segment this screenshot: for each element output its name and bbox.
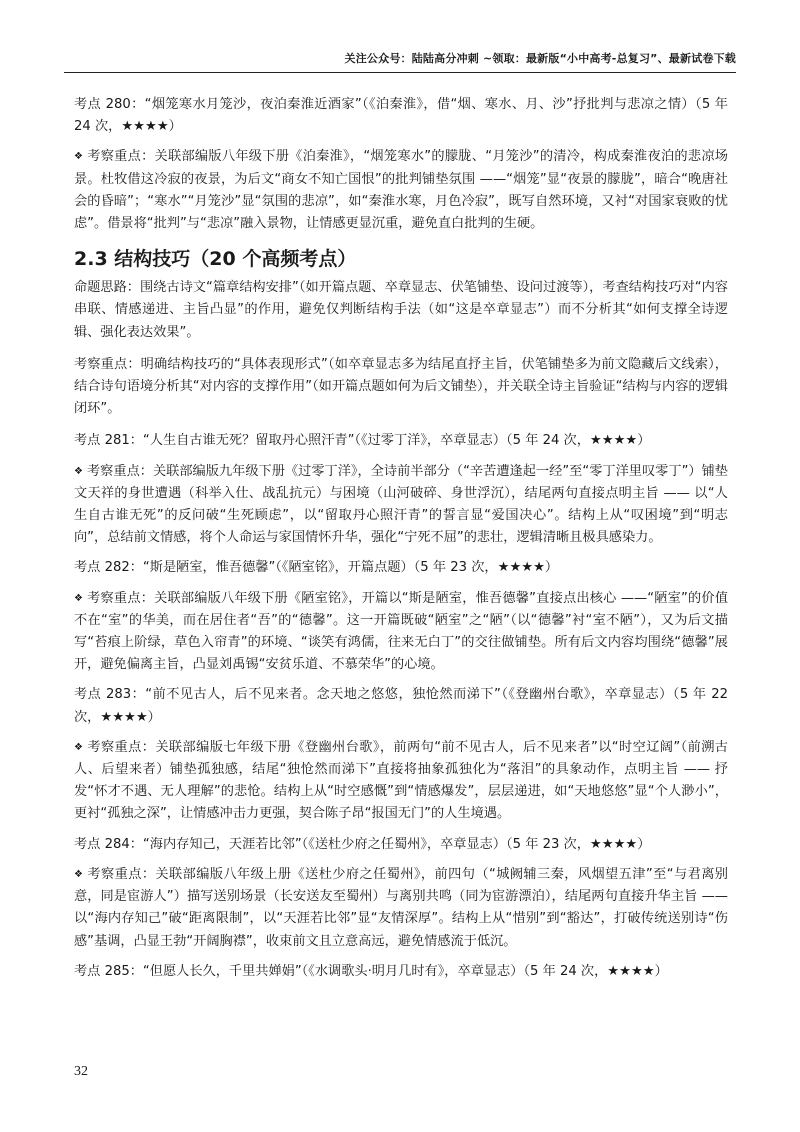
exam-note <box>74 864 728 953</box>
page-content <box>74 94 728 991</box>
exam-point: 考点 282：“斯是陋室，惟吾德馨”（《陋室铭》，开篇点题）（5 年 23 次，★★★★） <box>74 560 559 576</box>
diamond-bullet-icon: ❖ <box>74 465 83 477</box>
page-header: 关注公众号：陆陆高分冲刺 ~领取：最新版“小中高考-总复习”、最新试卷下载 <box>344 52 736 65</box>
diamond-bullet-icon: ❖ <box>74 868 84 880</box>
section-paragraph: 考察重点：明确结构技巧的“具体表现形式”（如卒章显志多为结尾直抒主旨，伏笔铺垫多为前文隐藏后文线索），结合诗句语境分析其“对内容的支撑作用”（如开篇点题如何为后文铺垫），并关联全诗主旨验证“结构与内容的逻辑闭环”。 <box>74 356 728 417</box>
exam-note-text: 考察重点：关联部编版七年级下册《登幽州台歌》，前两句“前不见古人，后不见来者”以“时空辽阔”（前溯古人、后望来者）铺垫孤独感，结尾“独怆然而涕下”直接将抽象孤独化为“落泪”的具象动作，点明主旨 —— 抒发“怀才不遇、无人理解”的悲怆。结构上从“时空感慨”到“情感爆发”，层层递进，如“天地悠悠”显“个人渺小”，更衬“孤独之深”，让情感冲击力更强，契合陈子昂“报国无门”的人生境遇。 <box>74 739 728 822</box>
diamond-bullet-icon: ❖ <box>74 592 84 604</box>
page-number: 32 <box>74 1064 88 1079</box>
section-heading: 2.3 结构技巧（20 个高频考点） <box>74 248 357 271</box>
exam-point: 考点 283：“前不见古人，后不见来者。念天地之悠悠，独怆然而涕下”（《登幽州台歌》，卒章显志）（5 年 22 次，★★★★） <box>74 687 728 725</box>
section-paragraph: 命题思路：围绕古诗文“篇章结构安排”（如开篇点题、卒章显志、伏笔铺垫、设问过渡等），考查结构技巧对“内容串联、情感递进、主旨凸显”的作用，避免仅判断结构手法（如“这是卒章显志”）而不分析其“如何支撑全诗逻辑、强化表达效果”。 <box>74 280 728 340</box>
diamond-bullet-icon: ❖ <box>74 151 84 163</box>
exam-point: 考点 284：“海内存知己，天涯若比邻”（《送杜少府之任蜀州》，卒章显志）（5 年 23 次，★★★★） <box>74 836 651 852</box>
exam-note <box>74 146 728 235</box>
exam-note <box>74 588 728 677</box>
exam-note-text: 考察重点：关联部编版九年级下册《过零丁洋》，全诗前半部分（“辛苦遭逢起一经”至“零丁洋里叹零丁”）铺垫文天祥的身世遭遇（科举入仕、战乱抗元）与困境（山河破碎、身世浮沉），结尾两句直接点明主旨 —— 以“人生自古谁无死”的反问破“生死顾虑”，以“留取丹心照汗青”的誓言显“爱国决心”。结构上从“叹困境”到“明志向”，总结前文情感，将个人命运与家国情怀升华，强化“宁死不屈”的悲壮，逻辑清晰且极具感染力。 <box>74 463 728 546</box>
exam-note-text: 考察重点：关联部编版八年级上册《送杜少府之任蜀州》，前四句（“城阙辅三秦，风烟望五津”至“与君离别意，同是宦游人”）描写送别场景（长安送友至蜀州）与离别共鸣（同为宦游漂泊），结尾两句直接升华主旨 —— 以“海内存知己”破“距离限制”，以“天涯若比邻”显“友情深厚”。结构上从“惜别”到“豁达”，打破传统送别诗“伤感”基调，凸显王勃“开阔胸襟”，收束前文且立意高远，避免情感流于低沉。 <box>74 866 728 949</box>
exam-note <box>74 461 728 550</box>
exam-note-text: 考察重点：关联部编版八年级下册《陋室铭》，开篇以“斯是陋室，惟吾德馨”直接点出核心 ——“陋室”的价值不在“室”的华美，而在居住者“吾”的“德馨”。这一开篇既破“陋室”之“陋”（以“德馨”衬“室不陋”），又为后文描写“苔痕上阶绿，草色入帘青”的环境、“谈笑有鸿儒，往来无白丁”的交往做铺垫。所有后文内容均围绕“德馨”展开，避免偏离主旨，凸显刘禹锡“安贫乐道、不慕荣华”的心境。 <box>74 590 729 673</box>
exam-point: 考点 280：“烟笼寒水月笼沙，夜泊秦淮近酒家”（《泊秦淮》，借“烟、寒水、月、沙”抒批判与悲凉之情）（5 年 24 次，★★★★） <box>74 97 728 135</box>
header-divider <box>64 72 736 73</box>
exam-point: 考点 281：“人生自古谁无死？留取丹心照汗青”（《过零丁洋》，卒章显志）（5 年 24 次，★★★★） <box>74 433 651 449</box>
exam-note-text: 考察重点：关联部编版八年级下册《泊秦淮》，“烟笼寒水”的朦胧、“月笼沙”的清冷，构成秦淮夜泊的悲凉场景。杜牧借这冷寂的夜景，为后文“商女不知亡国恨”的批判铺垫氛围 ——“烟笼”显“夜景的朦胧”，暗合“晚唐社会的昏暗”；“寒水”“月笼沙”显“氛围的悲凉”，如“秦淮水寒，月色冷寂”，既写自然环境，又衬“对国家衰败的忧虑”。借景将“批判”与“悲凉”融入景物，让情感更显沉重，避免直白批判的生硬。 <box>74 149 728 232</box>
exam-note <box>74 737 728 826</box>
diamond-bullet-icon: ❖ <box>74 741 84 753</box>
exam-point: 考点 285：“但愿人长久，千里共婵娟”（《水调歌头·明月几时有》，卒章显志）（5 年 24 次，★★★★） <box>74 963 668 979</box>
